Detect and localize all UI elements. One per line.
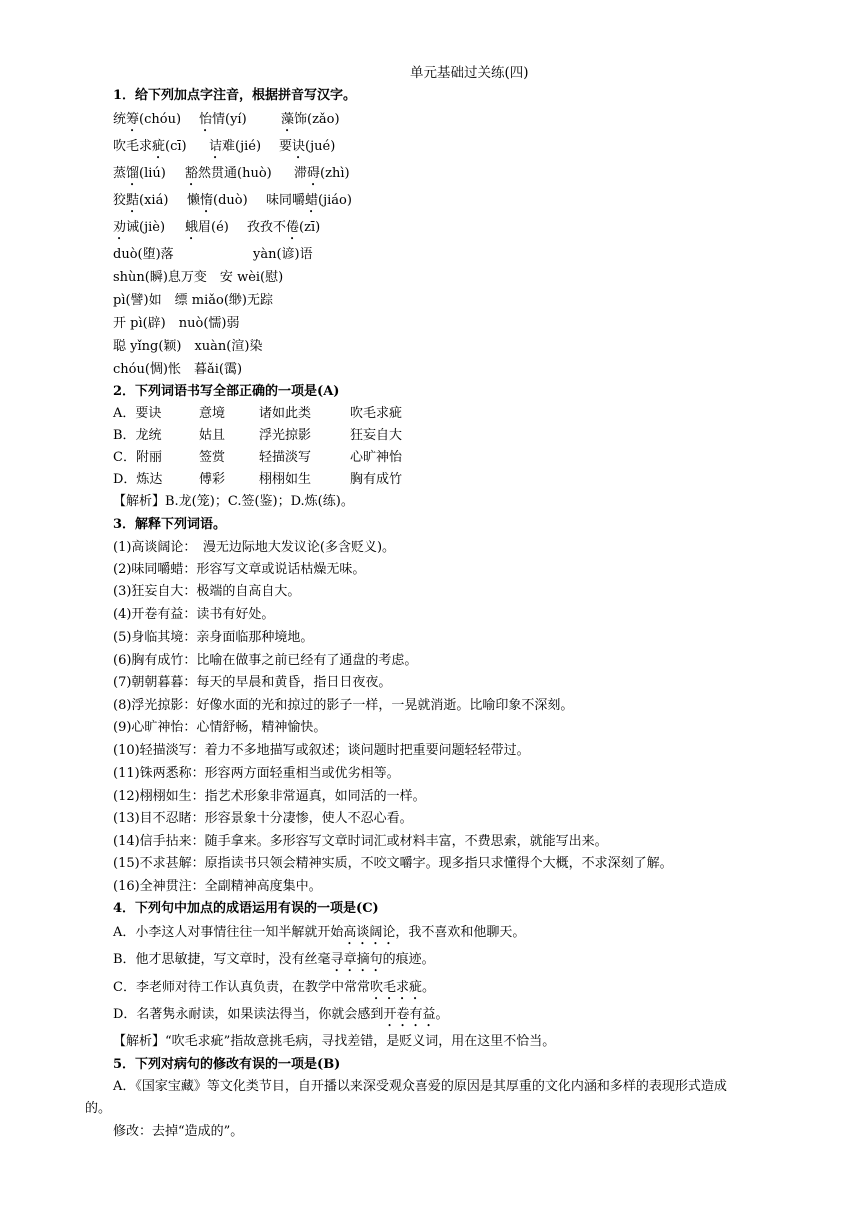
q1-word: 藻饰(zǎo) xyxy=(281,112,340,127)
q1-word: 懒惰(duò) xyxy=(187,193,248,208)
marked-idiom: 寻章摘句 xyxy=(330,952,383,967)
q1-word: 蛾眉(é) xyxy=(185,220,229,235)
q3-item: (9)心旷神怡：心情舒畅，精神愉快。 xyxy=(113,720,327,735)
q5-heading: 5．下列对病句的修改有误的一项是(B) xyxy=(113,1057,341,1072)
q2-analysis: 【解析】B.龙(笼)；C.签(鉴)；D.炼(练)。 xyxy=(113,494,354,509)
q5-fix: 修改：去掉“造成的”。 xyxy=(113,1124,244,1139)
q1-row-9: 开 pì(辟) nuò(懦)弱 xyxy=(113,316,240,331)
q1-heading: 1．给下列加点字注音，根据拼音写汉字。 xyxy=(113,88,357,103)
q1-row-11: chóu(惆)怅 暮ǎi(霭) xyxy=(113,362,243,377)
q3-item: (1)高谈阔论： 漫无边际地大发议论(多含贬义)。 xyxy=(113,540,396,555)
q1-word: duò(堕)落 xyxy=(113,247,174,262)
q3-item: (11)铢两悉称：形容两方面轻重相当或优劣相等。 xyxy=(113,766,400,781)
q3-item: (13)目不忍睹：形容景象十分凄惨，使人不忍心看。 xyxy=(113,811,413,826)
q5-option-a: A．《国家宝藏》等文化类节目，自开播以来深受观众喜爱的原因是其厚重的文化内涵和多样的表现形式造成 xyxy=(113,1079,727,1094)
q3-item: (8)浮光掠影：好像水面的光和掠过的影子一样，一晃就消逝。比喻印象不深刻。 xyxy=(113,698,574,713)
q1-word: 吹毛求疵(cī) xyxy=(113,139,187,154)
q3-item: (2)味同嚼蜡：形容写文章或说话枯燥无味。 xyxy=(113,562,366,577)
q3-item: (6)胸有成竹：比喻在做事之前已经有了通盘的考虑。 xyxy=(113,653,418,668)
q1-word: 滞碍(zhì) xyxy=(294,166,350,181)
q1-row-6 xyxy=(113,247,313,263)
q1-row-5 xyxy=(113,220,320,243)
q4-analysis: 【解析】“吹毛求疵”指故意挑毛病，寻找差错，是贬义词，用在这里不恰当。 xyxy=(113,1034,556,1049)
q3-item: (16)全神贯注：全副精神高度集中。 xyxy=(113,879,322,894)
q1-word: 劝诫(jiè) xyxy=(113,220,166,235)
q1-row-4 xyxy=(113,193,352,216)
page-title: 单元基础过关练(四) xyxy=(410,65,529,81)
q3-item: (4)开卷有益：读书有好处。 xyxy=(113,607,275,622)
q1-word: 孜孜不倦(zī) xyxy=(247,220,321,235)
q2-heading: 2．下列词语书写全部正确的一项是(A) xyxy=(113,384,340,399)
q1-word: 诘难(jié) xyxy=(209,139,262,154)
q1-row-8: pì(譬)如 缥 miǎo(缈)无踪 xyxy=(113,293,273,308)
q3-heading: 3．解释下列词语。 xyxy=(113,517,227,532)
marked-idiom: 高谈阔论 xyxy=(343,925,396,940)
q4-option-a: A．小李这人对事情往往一知半解就开始高谈阔论，我不喜欢和他聊天。 xyxy=(113,925,526,940)
q1-row-10: 聪 yǐng(颖) xuàn(渲)染 xyxy=(113,339,263,354)
q3-item: (10)轻描淡写：着力不多地描写或叙述；谈问题时把重要问题轻轻带过。 xyxy=(113,743,530,758)
marked-idiom: 吹毛求疵 xyxy=(369,980,422,995)
q1-word: 统筹(chóu) xyxy=(113,112,182,127)
q3-item: (7)朝朝暮暮：每天的早晨和黄昏，指日日夜夜。 xyxy=(113,675,392,690)
q1-word: yàn(谚)语 xyxy=(253,247,313,262)
q1-row-3 xyxy=(113,166,350,189)
q3-item: (5)身临其境：亲身面临那种境地。 xyxy=(113,630,314,645)
q1-word: 豁然贯通(huò) xyxy=(185,166,272,181)
q3-item: (3)狂妄自大：极端的自高自大。 xyxy=(113,584,301,599)
q3-item: (15)不求甚解：原指读书只领会精神实质，不咬文嚼字。现多指只求懂得个大概，不求深刻了解。 xyxy=(113,856,673,871)
q1-word: 怡情(yí) xyxy=(199,112,247,127)
q2-option-b: B．龙统 姑且 浮光掠影 狂妄自大 xyxy=(113,428,403,443)
q1-word: 蒸馏(liú) xyxy=(113,166,166,181)
q3-item: (14)信手拈来：随手拿来。多形容写文章时词汇或材料丰富，不费思索，就能写出来。 xyxy=(113,834,608,849)
q1-row-7: shùn(瞬)息万变 安 wèi(慰) xyxy=(113,270,284,285)
q4-heading: 4．下列句中加点的成语运用有误的一项是(C) xyxy=(113,901,379,916)
q1-word: 狡黠(xiá) xyxy=(113,193,169,208)
q2-option-c: C．附丽 签赏 轻描淡写 心旷神怡 xyxy=(113,450,403,465)
q4-option-b: B．他才思敏捷，写文章时，没有丝毫寻章摘句的痕迹。 xyxy=(113,952,435,967)
q1-row-1 xyxy=(113,112,340,135)
q2-option-a: A．要诀 意境 诸如此类 吹毛求疵 xyxy=(113,406,403,421)
q4-option-c: C．李老师对待工作认真负责，在教学中常常吹毛求疵。 xyxy=(113,980,435,995)
marked-idiom: 开卷有益 xyxy=(383,1007,436,1022)
q3-item: (12)栩栩如生：指艺术形象非常逼真，如同活的一样。 xyxy=(113,789,426,804)
q1-row-2 xyxy=(113,139,335,162)
q4-option-d: D．名著隽永耐读，如果读法得当，你就会感到开卷有益。 xyxy=(113,1007,449,1022)
q2-option-d: D．炼达 傅彩 栩栩如生 胸有成竹 xyxy=(113,472,403,487)
q5-option-a-continued: 的。 xyxy=(85,1101,112,1116)
q1-word: 味同嚼蜡(jiáo) xyxy=(266,193,352,208)
q1-word: 要诀(jué) xyxy=(279,139,336,154)
